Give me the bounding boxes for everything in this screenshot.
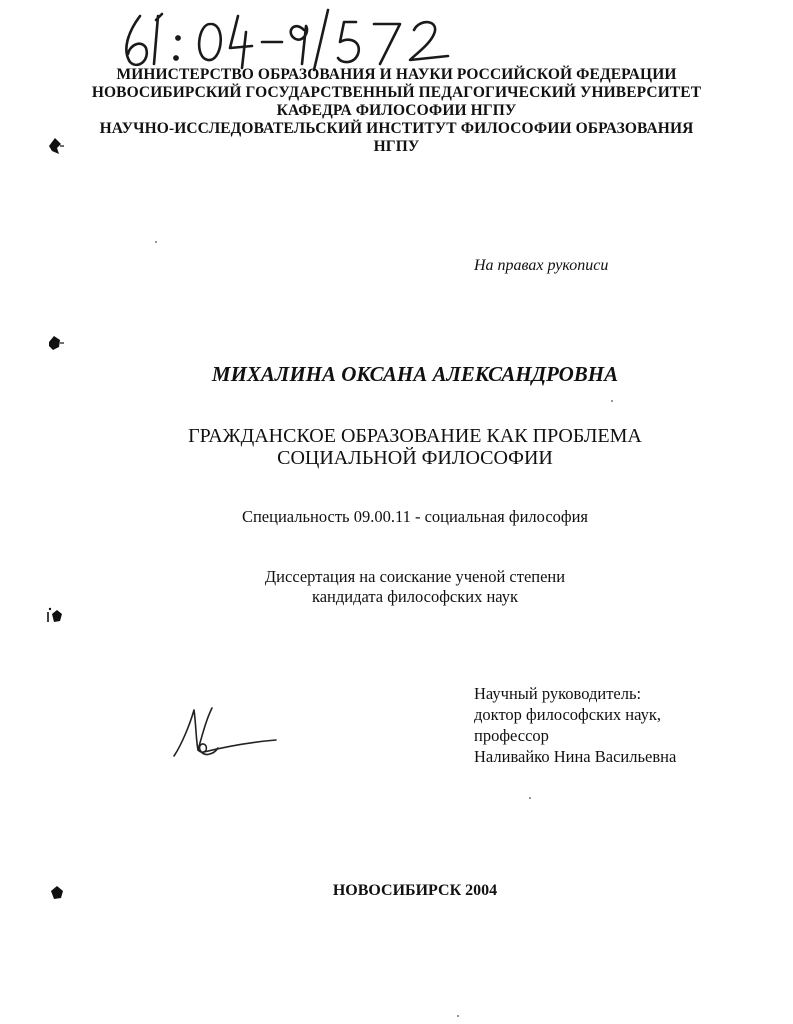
author-name: МИХАЛИНА ОКСАНА АЛЕКСАНДРОВНА: [211, 362, 619, 386]
scan-speck: [155, 241, 157, 243]
binding-mark-icon: [46, 606, 64, 626]
scan-speck: [457, 1015, 459, 1017]
title-line-1: ГРАЖДАНСКОЕ ОБРАЗОВАНИЕ КАК ПРОБЛЕМА: [188, 425, 642, 447]
header-line-ministry: МИНИСТЕРСТВО ОБРАЗОВАНИЯ И НАУКИ РОССИЙСКОЙ ФЕДЕРАЦИИ: [116, 66, 677, 83]
binding-mark-icon: [48, 883, 66, 903]
scientific-advisor: [474, 683, 676, 767]
city-year: НОВОСИБИРСК 2004: [332, 882, 498, 899]
rights-note: На правах рукописи: [474, 257, 609, 274]
advisor-degree: доктор философских наук,: [474, 705, 661, 724]
catalog-number-handwriting: [118, 2, 478, 74]
binding-mark-icon: [46, 136, 64, 156]
degree-statement: [0, 567, 793, 607]
scan-speck: [611, 400, 613, 402]
author-signature: [168, 700, 280, 762]
title-line-2: СОЦИАЛЬНОЙ ФИЛОСОФИИ: [277, 447, 553, 469]
advisor-name: Наливайко Нина Васильевна: [474, 747, 677, 766]
scan-speck: [529, 797, 531, 799]
header-line-department: КАФЕДРА ФИЛОСОФИИ НГПУ: [276, 102, 517, 119]
header-line-university: НОВОСИБИРСКИЙ ГОСУДАРСТВЕННЫЙ ПЕДАГОГИЧЕСКИЙ УНИВЕРСИТЕТ: [91, 84, 702, 101]
institution-header: [0, 66, 793, 156]
dissertation-title: [0, 425, 793, 469]
advisor-rank: профессор: [474, 726, 549, 745]
degree-line-1: Диссертация на соискание ученой степени: [264, 567, 566, 586]
advisor-label: Научный руководитель:: [474, 684, 642, 703]
handwritten-catalog-number: [118, 2, 478, 74]
specialty-line: Специальность 09.00.11 - социальная философия: [241, 507, 589, 526]
header-line-institute-abbr: НГПУ: [373, 138, 420, 155]
binding-mark-icon: [46, 333, 64, 353]
header-line-institute: НАУЧНО-ИССЛЕДОВАТЕЛЬСКИЙ ИНСТИТУТ ФИЛОСОФИИ ОБРАЗОВАНИЯ: [99, 120, 694, 137]
degree-line-2: кандидата философских наук: [311, 587, 519, 606]
signature-icon: [168, 700, 280, 762]
